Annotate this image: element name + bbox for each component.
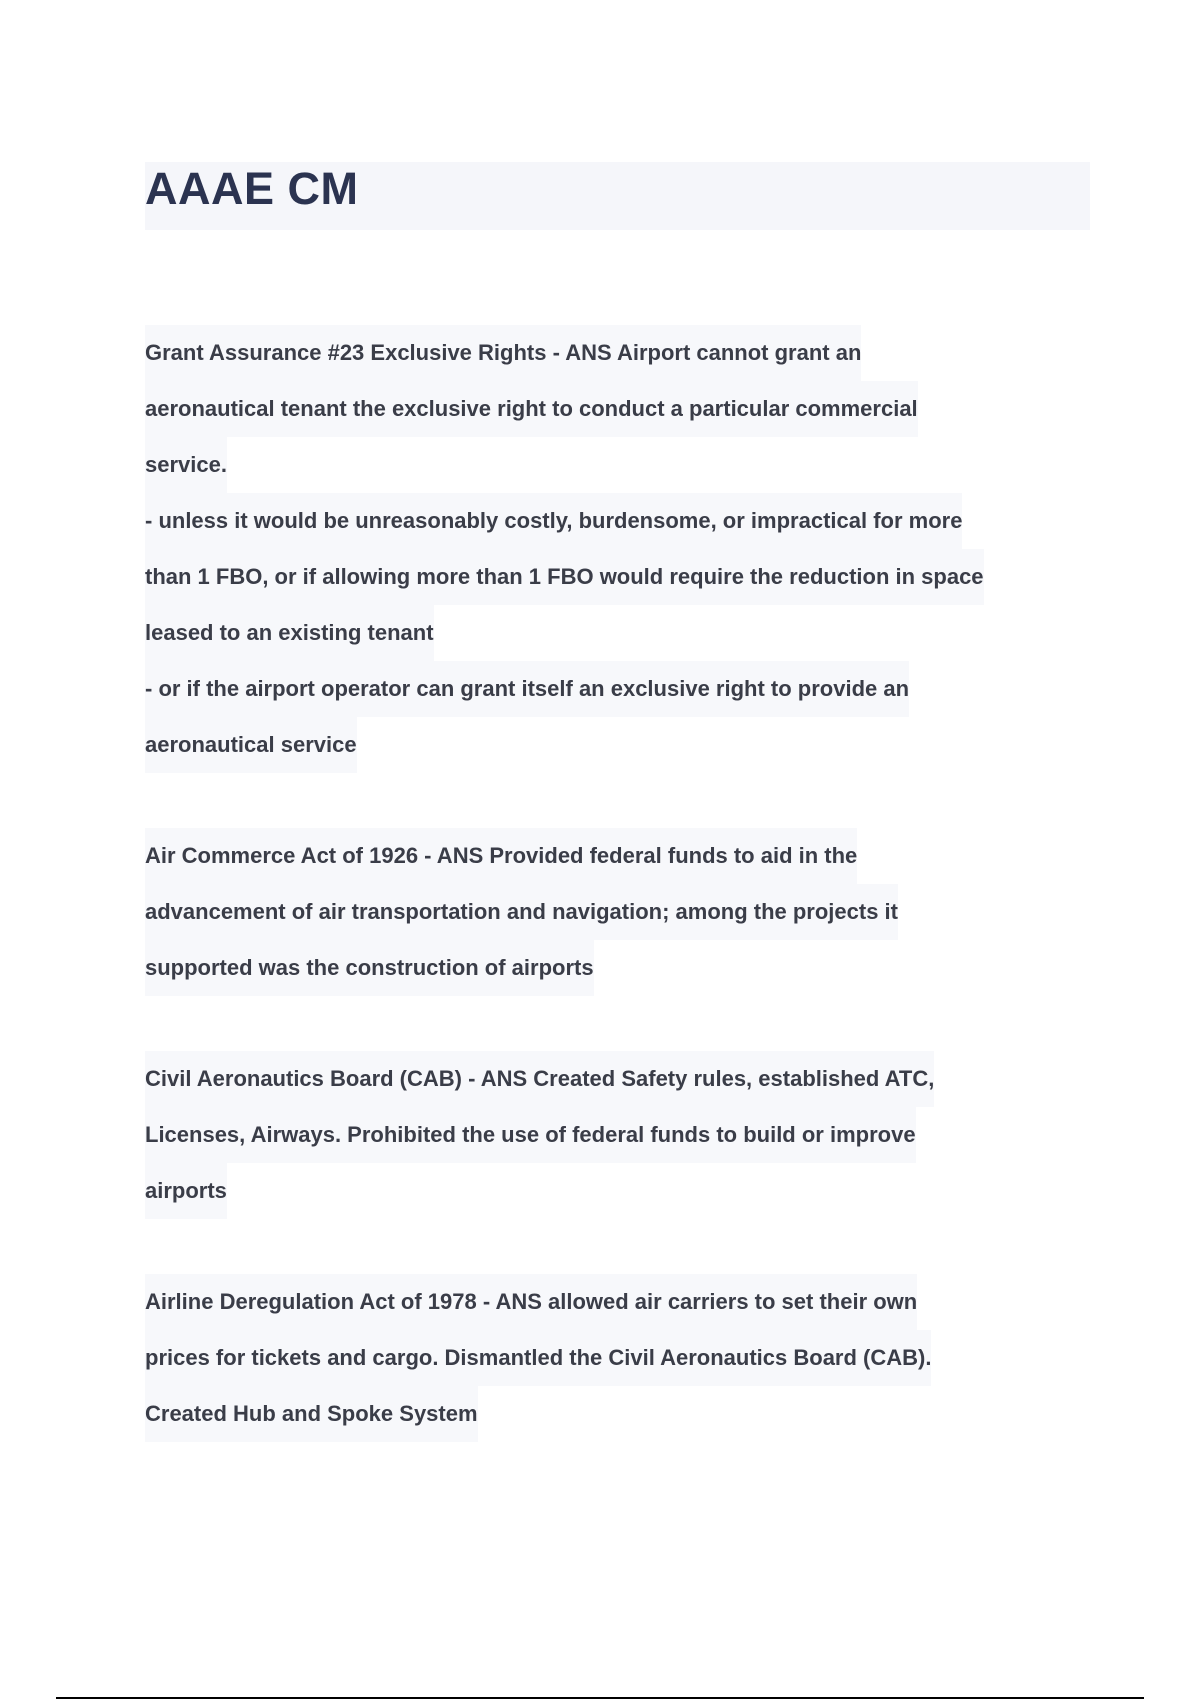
entry-line: than 1 FBO, or if allowing more than 1 FBO would require the reduction in space [145, 549, 984, 605]
entry-line: Airline Deregulation Act of 1978 - ANS allowed air carriers to set their own [145, 1274, 917, 1330]
entry-line: - unless it would be unreasonably costly, burdensome, or impractical for more [145, 493, 962, 549]
entry-line: supported was the construction of airports [145, 940, 594, 996]
entry-line: Grant Assurance #23 Exclusive Rights - ANS Airport cannot grant an [145, 325, 861, 381]
entry-line: airports [145, 1163, 227, 1219]
entry-civil-aeronautics-board [145, 1051, 1090, 1219]
entry-line: Created Hub and Spoke System [145, 1386, 478, 1442]
entry-line: aeronautical service [145, 717, 357, 773]
entry-line: service. [145, 437, 227, 493]
entry-line: - or if the airport operator can grant itself an exclusive right to provide an [145, 661, 909, 717]
entry-air-commerce-act [145, 828, 1090, 996]
entry-line: prices for tickets and cargo. Dismantled the Civil Aeronautics Board (CAB). [145, 1330, 931, 1386]
entry-airline-deregulation-act [145, 1274, 1090, 1442]
entry-line: Air Commerce Act of 1926 - ANS Provided federal funds to aid in the [145, 828, 857, 884]
entry-line: aeronautical tenant the exclusive right to conduct a particular commercial [145, 381, 918, 437]
page-title: AAAE CM [145, 163, 359, 214]
entry-line: advancement of air transportation and navigation; among the projects it [145, 884, 898, 940]
footer-divider [56, 1697, 1144, 1699]
content-body [145, 325, 1090, 1497]
entry-line: leased to an existing tenant [145, 605, 434, 661]
entry-line: Licenses, Airways. Prohibited the use of federal funds to build or improve [145, 1107, 916, 1163]
entry-grant-assurance-23 [145, 325, 1090, 773]
entry-line: Civil Aeronautics Board (CAB) - ANS Created Safety rules, established ATC, [145, 1051, 934, 1107]
